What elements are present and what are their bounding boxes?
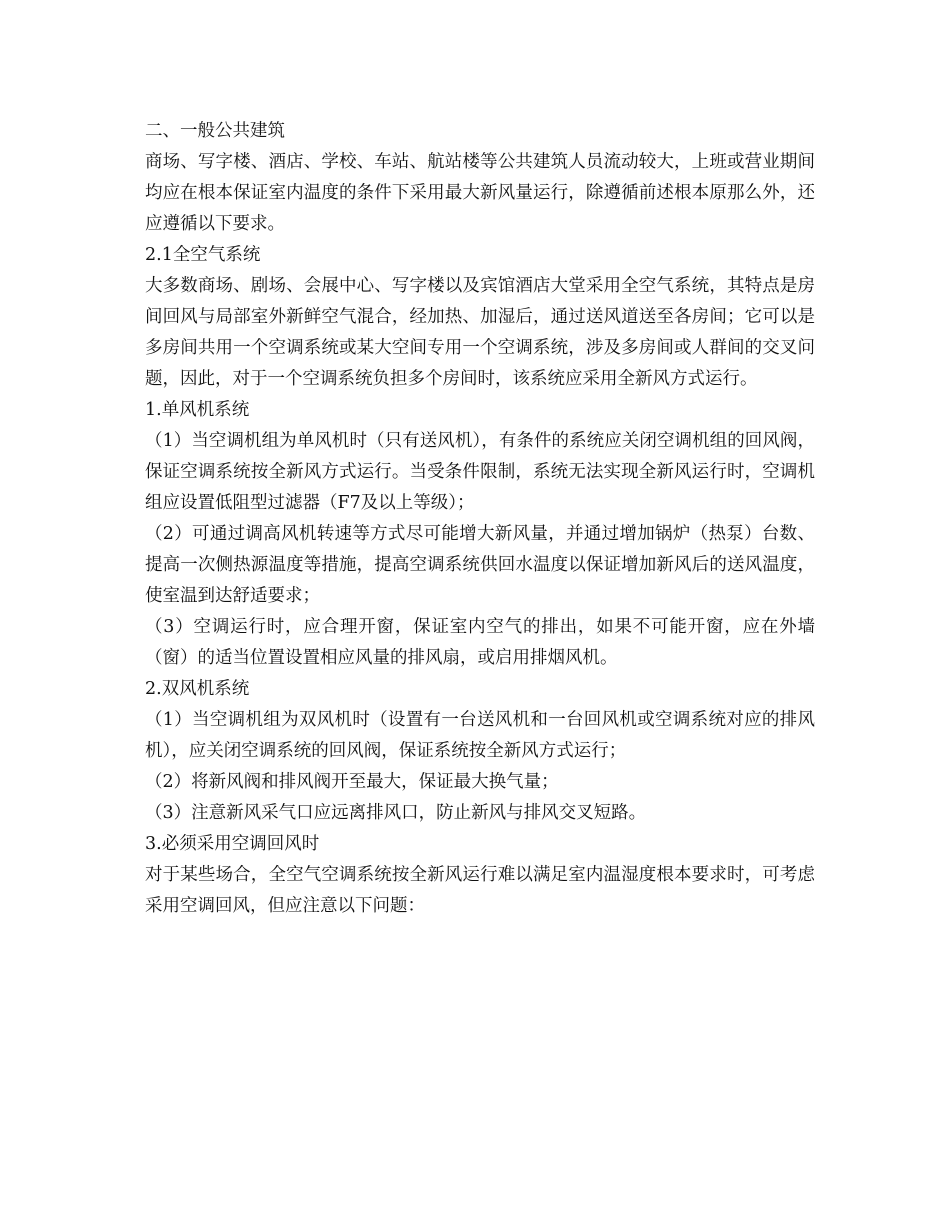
list-item-single-fan-1: （1）当空调机组为单风机时（只有送风机），有条件的系统应关闭空调机组的回风阀，保证空调系统按全新风方式运行。当受条件限制，系统无法实现全新风运行时，空调机组应设置低阻型过滤器（F7及以上等级）；: [145, 431, 815, 513]
document-body: [145, 116, 815, 922]
paragraph-return-air: 对于某些场合，全空气空调系统按全新风运行难以满足室内温湿度根本要求时，可考虑采用空调回风，但应注意以下问题：: [145, 865, 815, 916]
heading-dual-fan-system: 2.双风机系统: [145, 679, 250, 699]
list-item-dual-fan-1: （1）当空调机组为双风机时（设置有一台送风机和一台回风机或空调系统对应的排风机），应关闭空调系统的回风阀，保证系统按全新风方式运行；: [145, 710, 815, 761]
list-item-dual-fan-2: （2）将新风阀和排风阀开至最大，保证最大换气量；: [145, 772, 559, 792]
heading-return-air-required: 3.必须采用空调回风时: [145, 834, 320, 854]
paragraph-public-buildings-intro: 商场、写字楼、酒店、学校、车站、航站楼等公共建筑人员流动较大，上班或营业期间均应在根本保证室内温度的条件下采用最大新风量运行，除遵循前述根本原那么外，还应遵循以下要求。: [145, 152, 815, 234]
paragraph-all-air-system: 大多数商场、剧场、会展中心、写字楼以及宾馆酒店大堂采用全空气系统，其特点是房间回风与局部室外新鲜空气混合，经加热、加湿后，通过送风道送至各房间；它可以是多房间共用一个空调系统或某大空间专用一个空调系统，涉及多房间或人群间的交叉问题，因此，对于一个空调系统负担多个房间时，该系统应采用全新风方式运行。: [145, 276, 815, 389]
subsection-heading-all-air-system: 2.1全空气系统: [145, 245, 261, 265]
heading-single-fan-system: 1.单风机系统: [145, 400, 250, 420]
list-item-single-fan-3: （3）空调运行时，应合理开窗，保证室内空气的排出，如果不可能开窗，应在外墙（窗）的适当位置设置相应风量的排风扇，或启用排烟风机。: [145, 617, 815, 668]
list-item-single-fan-2: （2）可通过调高风机转速等方式尽可能增大新风量，并通过增加锅炉（热泵）台数、提高一次侧热源温度等措施，提高空调系统供回水温度以保证增加新风后的送风温度，使室温到达舒适要求；: [145, 524, 815, 606]
list-item-dual-fan-3: （3）注意新风采气口应远离排风口，防止新风与排风交叉短路。: [145, 803, 647, 823]
section-heading-general-public-buildings: 二、一般公共建筑: [145, 121, 285, 141]
